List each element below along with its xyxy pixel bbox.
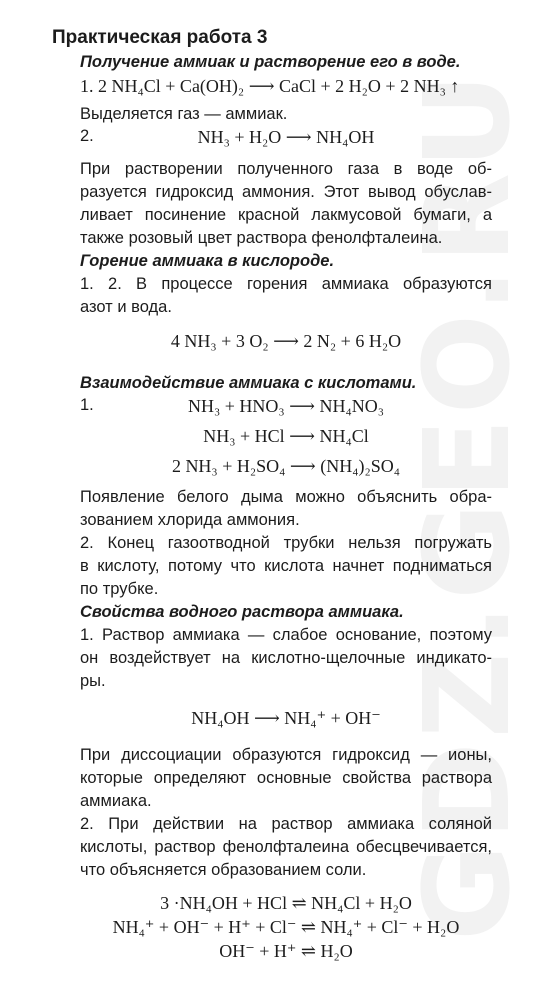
equation-ionic-full: NH₄⁺ + OH⁻ + H⁺ + Cl⁻ ⇌ NH₄⁺ + Cl⁻ + H₂O xyxy=(112,917,460,937)
paragraph-line: что объясняется образованием соли. xyxy=(80,861,367,879)
section-heading-solution-properties: Свойства водного раствора аммиака. xyxy=(80,603,404,621)
paragraph-line: ры. xyxy=(80,672,106,690)
section-heading-combustion: Горение аммиака в кислороде. xyxy=(80,252,335,270)
gas-statement: Выделяется газ — аммиак. xyxy=(80,105,288,123)
paragraph-line: 2. Конец газоотводной трубки нельзя погружать xyxy=(80,534,492,552)
paragraph-line: 1. 2. В процессе горения аммиака образуются xyxy=(80,275,492,293)
page-title: Практическая работа 3 xyxy=(52,27,268,48)
paragraph-line: аммиака. xyxy=(80,792,152,810)
paragraph-line: в кислоту, потому что кислота начнет подниматься xyxy=(80,557,492,575)
watermark-text: GDZ.GEO.RU xyxy=(398,69,537,941)
paragraph-line: которые определяют основные свойства раствора xyxy=(80,769,492,787)
equation-dissociation: NH₄OH ⟶ NH₄⁺ + OH⁻ xyxy=(191,708,381,728)
item-number: 1. xyxy=(80,396,94,414)
section-heading-acids: Взаимодействие аммиака с кислотами. xyxy=(80,374,417,392)
paragraph-line: он воздействует на кислотно-щелочные индикато- xyxy=(80,649,492,667)
paragraph-line: кислоты, раствор фенолфталеина обесцвечивается, xyxy=(80,838,492,856)
equation-nitric-acid: NH₃ + HNO₃ ⟶ NH₄NO₃ xyxy=(187,396,385,416)
paragraph-line: 1. Раствор аммиака — слабое основание, поэтому xyxy=(80,626,492,644)
equation-ammonia-water: NH₃ + H₂O ⟶ NH₄OH xyxy=(197,127,375,147)
equation-ionic-short: OH⁻ + H⁺ ⇌ H₂O xyxy=(219,941,353,961)
equation-ammonium-chloride-reaction: 1. 2 NH₄Cl + Ca(OH)₂ ⟶ CaCl + 2 H₂O + 2 NH₃ ↑ xyxy=(80,76,460,96)
paragraph-line: также розовый цвет раствора фенолфталеина. xyxy=(80,229,443,247)
paragraph-line: ливает посинение красной лакмусовой бумаги, а xyxy=(80,206,492,224)
paragraph-line: Появление белого дыма можно объяснить обра- xyxy=(80,488,492,506)
paragraph-line: зованием хлорида аммония. xyxy=(80,511,300,529)
paragraph-line: разуется гидроксид аммония. Этот вывод обуслав- xyxy=(80,183,492,201)
equation-sulfuric-acid: 2 NH₃ + H₂SO₄ ⟶ (NH₄)₂SO₄ xyxy=(171,456,401,476)
equation-neutralization: 3 ·NH₄OH + HCl ⇌ NH₄Cl + H₂O xyxy=(160,893,412,913)
paragraph-line: 2. При действии на раствор аммиака соляной xyxy=(80,815,492,833)
paragraph-line: При растворении полученного газа в воде об- xyxy=(80,160,492,178)
section-heading-preparation: Получение аммиак и растворение его в воде. xyxy=(80,53,461,71)
equation-ammonia-combustion: 4 NH₃ + 3 O₂ ⟶ 2 N₂ + 6 H₂O xyxy=(170,331,402,351)
paragraph-line: азот и вода. xyxy=(80,298,172,316)
paragraph-line: При диссоциации образуются гидроксид — ионы, xyxy=(80,746,492,764)
equation-hydrochloric-acid: NH₃ + HCl ⟶ NH₄Cl xyxy=(203,426,369,446)
paragraph-line: по трубке. xyxy=(80,580,159,598)
item-number: 2. xyxy=(80,127,94,145)
